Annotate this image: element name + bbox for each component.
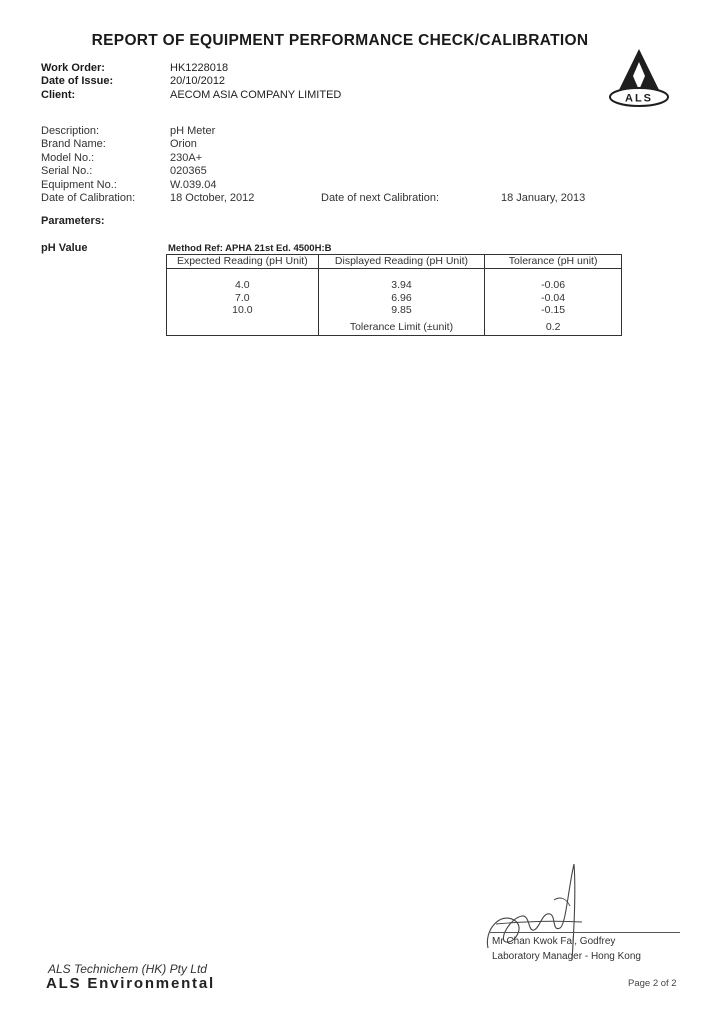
tolerance-value: -0.04 <box>541 291 566 304</box>
equipment-values <box>170 125 254 205</box>
displayed-value: 3.94 <box>391 279 412 291</box>
ph-value-label: pH Value <box>41 242 88 254</box>
tolerance-limit-value: 0.2 <box>485 317 622 336</box>
date-issue-label: Date of Issue: <box>41 75 114 88</box>
signature-line <box>490 932 680 933</box>
header-labels <box>41 62 113 102</box>
tolerance-limit-label: Tolerance Limit (±unit) <box>318 317 485 336</box>
als-logo <box>606 46 672 108</box>
brand-label: Brand Name: <box>41 138 106 151</box>
serial-value: 020365 <box>170 165 207 178</box>
calibration-date-value: 18 October, 2012 <box>170 192 255 205</box>
expected-cell <box>167 269 319 317</box>
report-title: REPORT OF EQUIPMENT PERFORMANCE CHECK/CALIBRATION <box>91 32 589 49</box>
col-tolerance-header: Tolerance (pH unit) <box>485 255 622 269</box>
displayed-value: 6.96 <box>391 291 412 304</box>
header-values <box>170 62 341 102</box>
expected-value: 7.0 <box>235 291 250 304</box>
tolerance-limit-row <box>167 317 622 336</box>
expected-value: 10.0 <box>232 304 253 316</box>
table-data-block <box>167 269 622 317</box>
footer-company: ALS Technichem (HK) Pty Ltd <box>48 962 207 976</box>
next-calibration-label: Date of next Calibration: <box>321 192 440 204</box>
empty-cell <box>167 317 319 336</box>
equipment-no-value: W.039.04 <box>170 178 217 191</box>
displayed-value: 9.85 <box>391 304 412 316</box>
tolerance-value: -0.15 <box>541 304 566 316</box>
col-displayed-header: Displayed Reading (pH Unit) <box>318 255 485 269</box>
signatory-block <box>492 934 641 964</box>
footer-brand: ALS Environmental <box>46 975 215 992</box>
equipment-no-label: Equipment No.: <box>41 178 117 191</box>
next-calibration-value: 18 January, 2013 <box>501 192 586 204</box>
brand-value: Orion <box>170 138 197 151</box>
page-number: Page 2 of 2 <box>628 978 677 989</box>
model-label: Model No.: <box>41 151 95 164</box>
tolerance-value: -0.06 <box>541 279 566 291</box>
work-order-value: HK1228018 <box>170 62 229 74</box>
parameters-heading: Parameters: <box>41 215 105 227</box>
signatory-title: Laboratory Manager - Hong Kong <box>492 951 641 962</box>
work-order-label: Work Order: <box>41 62 105 74</box>
logo-text: ALS <box>625 92 653 105</box>
model-value: 230A+ <box>170 151 203 164</box>
equipment-labels <box>41 125 135 205</box>
calibration-date-label: Date of Calibration: <box>41 192 136 205</box>
calibration-table <box>166 254 622 336</box>
expected-value: 4.0 <box>235 279 250 291</box>
method-ref: Method Ref: APHA 21st Ed. 4500H:B <box>168 243 332 254</box>
description-label: Description: <box>41 125 100 137</box>
client-value: AECOM ASIA COMPANY LIMITED <box>170 88 342 101</box>
description-value: pH Meter <box>170 125 216 137</box>
serial-label: Serial No.: <box>41 165 93 178</box>
table-header-row <box>167 255 622 269</box>
als-triangle-icon <box>606 46 672 108</box>
displayed-cell <box>318 269 485 317</box>
signatory-name: Mr Chan Kwok Fai, Godfrey <box>492 936 616 947</box>
date-issue-value: 20/10/2012 <box>170 75 226 88</box>
tolerance-cell <box>485 269 622 317</box>
client-label: Client: <box>41 88 76 101</box>
col-expected-header: Expected Reading (pH Unit) <box>167 255 319 269</box>
